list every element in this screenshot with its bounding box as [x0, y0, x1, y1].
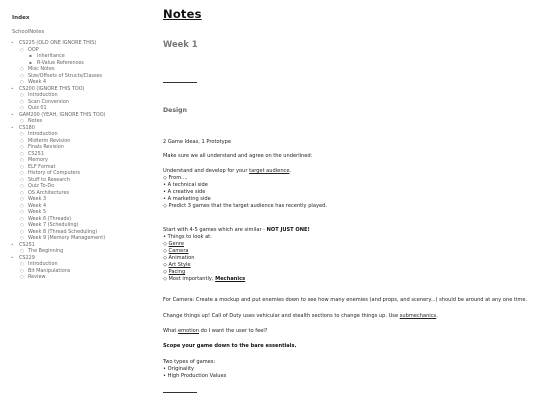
main-content [163, 0, 533, 405]
text-span: ◇ Most importantly, [163, 276, 216, 282]
paragraph-start [163, 227, 310, 233]
sidebar-item-label[interactable]: Finals Revision [28, 144, 64, 150]
text-span: . [289, 168, 292, 174]
list-item: ◇ Predict 3 games that the target audience has recently played. [163, 203, 327, 209]
paragraph-agree: Make sure we all understand and agree on the underlined: [163, 153, 313, 159]
sidebar-item-label[interactable]: Introduction [28, 131, 58, 137]
bullet-icon: ○ [20, 137, 24, 143]
diamond-bullet: ◇ [163, 241, 169, 247]
sidebar-item-label[interactable]: Week 9 (Memory Management) [28, 235, 106, 241]
list-item: • Originality [163, 366, 194, 372]
underlined-term: Camera [168, 248, 189, 254]
sidebar-item-label[interactable]: CS200 (IGNORE THIS TOO) [19, 85, 85, 92]
sidebar-item-label[interactable]: CS225 (OLD ONE IGNORE THIS) [19, 40, 97, 46]
sidebar-item-label[interactable]: Memory [28, 157, 48, 163]
bullet-icon: • [11, 85, 14, 91]
sidebar-item-label[interactable]: Notes [28, 118, 43, 124]
sidebar-tree [11, 40, 106, 281]
underlined-term: emotion [178, 328, 199, 334]
bullet-icon: ○ [20, 209, 24, 214]
bullet-icon: • [11, 40, 14, 45]
underlined-term: Mechanics [215, 276, 246, 282]
bullet-icon: ○ [20, 92, 24, 97]
sidebar-item-label[interactable]: Week 4 [28, 202, 47, 209]
divider [163, 392, 197, 393]
underlined-term: Genre [168, 241, 184, 247]
bullet-icon: • [11, 111, 14, 117]
underlined-term: Pacing [168, 269, 186, 275]
diamond-bullet: ◇ [163, 262, 169, 268]
list-item: ◇ From.... [163, 175, 188, 181]
sidebar-item[interactable] [11, 274, 106, 281]
list-item [163, 248, 189, 254]
sidebar-item-label[interactable]: GAM200 (YEAH, IGNORE THIS TOO) [19, 111, 106, 118]
bullet-icon: ○ [20, 118, 24, 123]
diamond-bullet: ◇ [163, 248, 169, 254]
sidebar-item-label[interactable]: Week 3 [28, 196, 47, 202]
text-span: What [163, 328, 179, 334]
sidebar-item-label[interactable]: The Beginning [28, 248, 64, 254]
bullet-icon: ○ [20, 157, 24, 162]
diamond-bullet: ◇ [163, 269, 169, 275]
bullet-icon: ○ [20, 144, 24, 149]
sidebar-item-label[interactable]: CS251 [28, 150, 44, 157]
sidebar-item-label[interactable]: Week 7 (Scheduling) [28, 222, 79, 228]
paragraph-change [163, 313, 438, 319]
underlined-term: Art Style [168, 262, 191, 268]
bullet-icon: ▪ [29, 59, 32, 65]
bullet-icon: ○ [20, 176, 24, 182]
bullet-icon: ○ [20, 189, 24, 195]
bullet-icon: ○ [20, 235, 24, 240]
bold-text: NOT JUST ONE! [266, 227, 310, 233]
bullet-icon: ○ [20, 215, 24, 221]
sidebar-item-label[interactable]: Misc Notes [28, 66, 55, 72]
sidebar-item-label[interactable]: OS Architectures [28, 189, 69, 196]
sidebar-item-label[interactable]: Quiz To-Do [28, 183, 55, 189]
divider [163, 82, 197, 83]
bullet-icon: ○ [20, 222, 24, 227]
bullet-icon: ○ [20, 267, 24, 273]
bullet-icon: ○ [20, 261, 24, 266]
sidebar-item-label[interactable]: History of Computers [28, 170, 81, 176]
sidebar-item-label[interactable]: CS251 [19, 241, 35, 248]
bullet-icon: ○ [20, 170, 24, 175]
paragraph-emotion [163, 328, 267, 334]
bullet-icon: ○ [20, 150, 24, 156]
list-item: • A marketing side [163, 196, 211, 202]
text-span: Start with 4-5 games which are similar - [163, 227, 267, 233]
text-span: Understand and develop for your [163, 168, 250, 174]
sidebar-item-label[interactable]: Week 8 (Thread Scheduling) [28, 228, 98, 235]
sidebar-item-label[interactable]: Scan Conversion [28, 98, 69, 105]
bullet-icon: ○ [20, 248, 24, 253]
text-span: do I want the user to feel? [199, 328, 268, 334]
bullet-icon: ○ [20, 228, 24, 234]
bullet-icon: ○ [20, 105, 24, 110]
text-span: . [436, 313, 438, 319]
bullet-icon: • [11, 254, 14, 260]
bullet-icon: • [11, 124, 14, 130]
bullet-icon: ▪ [29, 53, 32, 58]
list-item: • Things to look at: [163, 234, 212, 240]
paragraph-camera: For Camera: Create a mockup and put enemies down to see how many enemies (and props, and scenery...) should be around at any one time. [163, 297, 528, 303]
list-item [163, 269, 185, 275]
bullet-icon: ○ [20, 183, 24, 188]
sidebar-item-label[interactable]: Bit Manipulations [28, 267, 71, 274]
sidebar-item-label[interactable]: Inheritance [37, 53, 65, 59]
sidebar-item-label[interactable]: Introduction [28, 92, 58, 98]
sidebar-title[interactable]: Index [12, 15, 30, 21]
sidebar-item-label[interactable]: Week 5 [28, 209, 47, 215]
paragraph-understand [163, 168, 291, 174]
paragraph-ideas: 2 Game Ideas, 1 Prototype [163, 139, 231, 145]
list-item: • A creative side [163, 189, 206, 195]
sidebar-item-label[interactable]: Week 4 [28, 79, 47, 85]
sidebar-item-label[interactable]: Review [28, 274, 46, 280]
bullet-icon: ○ [20, 46, 24, 52]
sidebar [0, 0, 150, 405]
sidebar-item-label[interactable]: Week 6 (Threads) [28, 215, 72, 222]
bullet-icon: ○ [20, 72, 24, 78]
sidebar-item-label[interactable]: Size/Offsets of Structs/Classes [28, 72, 103, 79]
bullet-icon: ○ [20, 202, 24, 208]
bullet-icon: • [11, 241, 14, 247]
sidebar-item-label[interactable]: Midterm Revision [28, 137, 71, 144]
sidebar-item-label[interactable]: Stuff to Research [28, 176, 70, 183]
sidebar-item-label[interactable]: CS229 [19, 254, 35, 261]
list-item [163, 241, 184, 247]
sidebar-item-label[interactable]: OOP [28, 46, 39, 53]
text-span: Change things up! Call of Duty uses vehicular and stealth sections to change things up. Use [163, 313, 400, 319]
page-title: Notes [163, 7, 202, 21]
week-heading: Week 1 [163, 39, 198, 49]
bullet-icon: ○ [20, 79, 24, 84]
list-item [163, 276, 245, 282]
underlined-term: submechanics [399, 313, 437, 319]
paragraph-two-types: Two types of games: [163, 359, 216, 365]
bullet-icon: ○ [20, 98, 24, 104]
sidebar-subtitle[interactable]: SchoolNotes [12, 29, 45, 35]
bullet-icon: ○ [20, 131, 24, 136]
bullet-icon: ○ [20, 66, 24, 71]
list-item: • A technical side [163, 182, 208, 188]
list-item: ◇ Animation [163, 255, 195, 261]
sidebar-item-label[interactable]: ELF Format [28, 163, 56, 170]
paragraph-scope: Scope your game down to the bare essentials. [163, 343, 297, 349]
section-heading: Design [163, 107, 187, 114]
sidebar-item-label[interactable]: CS180 [19, 124, 35, 131]
list-item [163, 262, 191, 268]
sidebar-item-label[interactable]: R-Value References [37, 59, 84, 66]
sidebar-item-label[interactable]: Quiz 01 [28, 105, 47, 111]
list-item: • High Production Values [163, 373, 227, 379]
bullet-icon: ○ [20, 163, 24, 169]
underlined-term: target audience [249, 168, 290, 174]
bullet-icon: ○ [20, 196, 24, 201]
sidebar-item-label[interactable]: Introduction [28, 261, 58, 267]
bullet-icon: ○ [20, 274, 24, 279]
